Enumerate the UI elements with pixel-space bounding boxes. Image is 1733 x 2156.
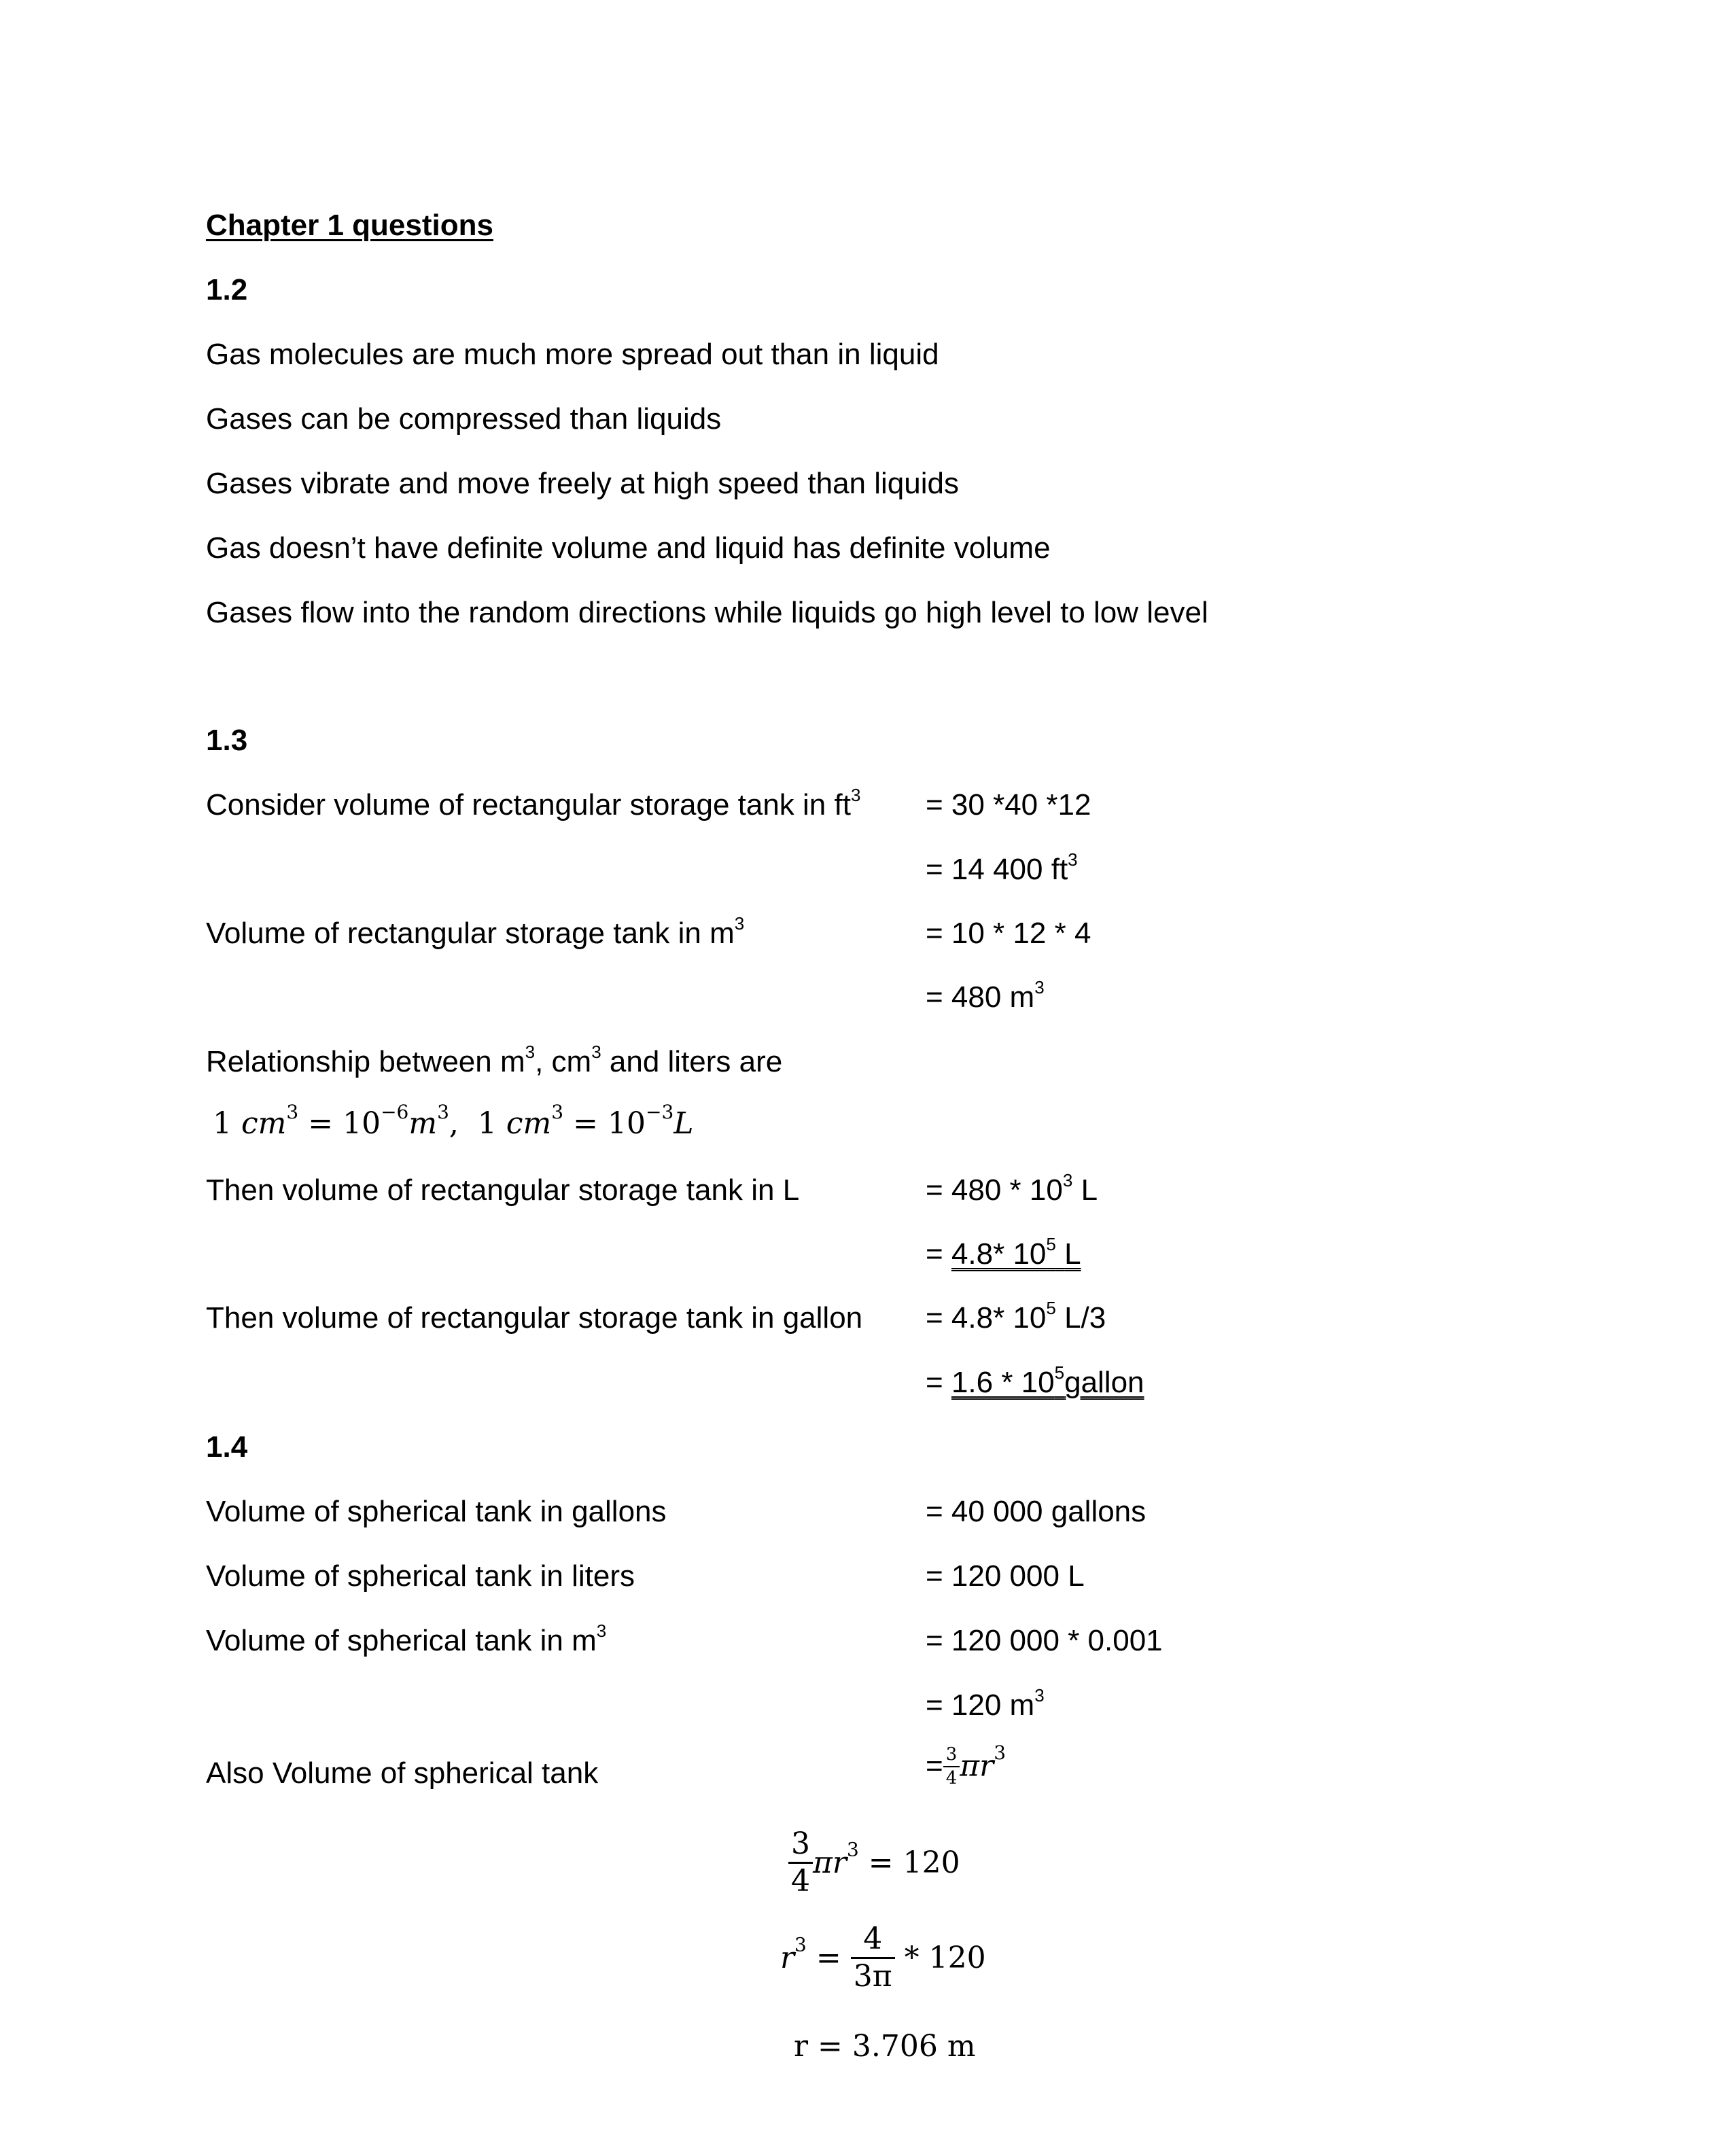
sphere-m3-eq-1: = 120 000 * 0.001 (926, 1624, 1163, 1657)
sphere-liters-eq: = 120 000 L (926, 1559, 1085, 1593)
q12-line-4: Gas doesn’t have definite volume and liquid has definite volume (206, 531, 1051, 565)
q12-line-2: Gases can be compressed than liquids (206, 402, 722, 436)
sphere-gallons-text: Volume of spherical tank in gallons (206, 1495, 667, 1528)
relationship-text: Relationship between $m^3$, $cm^3$ and liters are (206, 1042, 783, 1078)
derivation-step-1: $\frac{3}{4}$ $\pi r^3 = 120$ (788, 1828, 960, 1898)
sphere-formula-text: Also Volume of spherical tank (206, 1756, 599, 1790)
page-title: Chapter 1 questions (206, 209, 493, 242)
ft3-eq-1: = 30 *40 *12 (926, 788, 1091, 821)
m3-eq-2: = 480 $m^3$ (926, 977, 1045, 1014)
gallon-eq-1: = 4.8* $10^5$ L/3 (926, 1298, 1106, 1335)
q12-line-1: Gas molecules are much more spread out than in liquid (206, 338, 939, 371)
m3-eq-1: = 10 * 12 * 4 (926, 917, 1091, 950)
derivation-step-2: $r^3$ = $\frac{4}{3\pi}$ * 120 (780, 1922, 986, 1994)
sphere-formula-eq: = $\frac{3}{4}$ $\pi r^3$ (926, 1742, 1006, 1788)
liters-eq-1: = $480 * 10^3$ L (926, 1170, 1098, 1207)
sphere-liters-text: Volume of spherical tank in liters (206, 1559, 635, 1593)
section-1-3-label: 1.3 (206, 724, 248, 757)
section-1-4-label: 1.4 (206, 1430, 248, 1464)
derivation-result: r = 3.706 m (794, 2029, 976, 2064)
gallon-eq-2: = $1.6 * 10^5gallon$ (926, 1362, 1144, 1399)
m3-text: Volume of rectangular storage tank in $m^3$ (206, 913, 745, 950)
relationship-equation: 1 $cm^3 = 10^{-6}m^3$, 1 $cm^3 = 10^{-3}L$ (213, 1101, 694, 1141)
ft3-eq-2: = 14 400 $ft^3$ (926, 849, 1078, 886)
gallon-text: Then volume of rectangular storage tank in gallon (206, 1301, 863, 1335)
q12-line-5: Gases flow into the random directions while liquids go high level to low level (206, 596, 1208, 629)
sphere-m3-eq-2: = 120 $m^3$ (926, 1685, 1045, 1722)
sphere-m3-text: Volume of spherical tank in $m^3$ (206, 1621, 607, 1657)
ft3-text: Consider volume of rectangular storage tank in $ft^3$ (206, 785, 861, 821)
liters-eq-2: = 4.8* $10^5$ L (926, 1234, 1081, 1271)
sphere-gallons-eq: = 40 000 gallons (926, 1495, 1146, 1528)
section-1-2-label: 1.2 (206, 273, 248, 306)
liters-text: Then volume of rectangular storage tank in L (206, 1173, 800, 1207)
q12-line-3: Gases vibrate and move freely at high speed than liquids (206, 467, 959, 500)
